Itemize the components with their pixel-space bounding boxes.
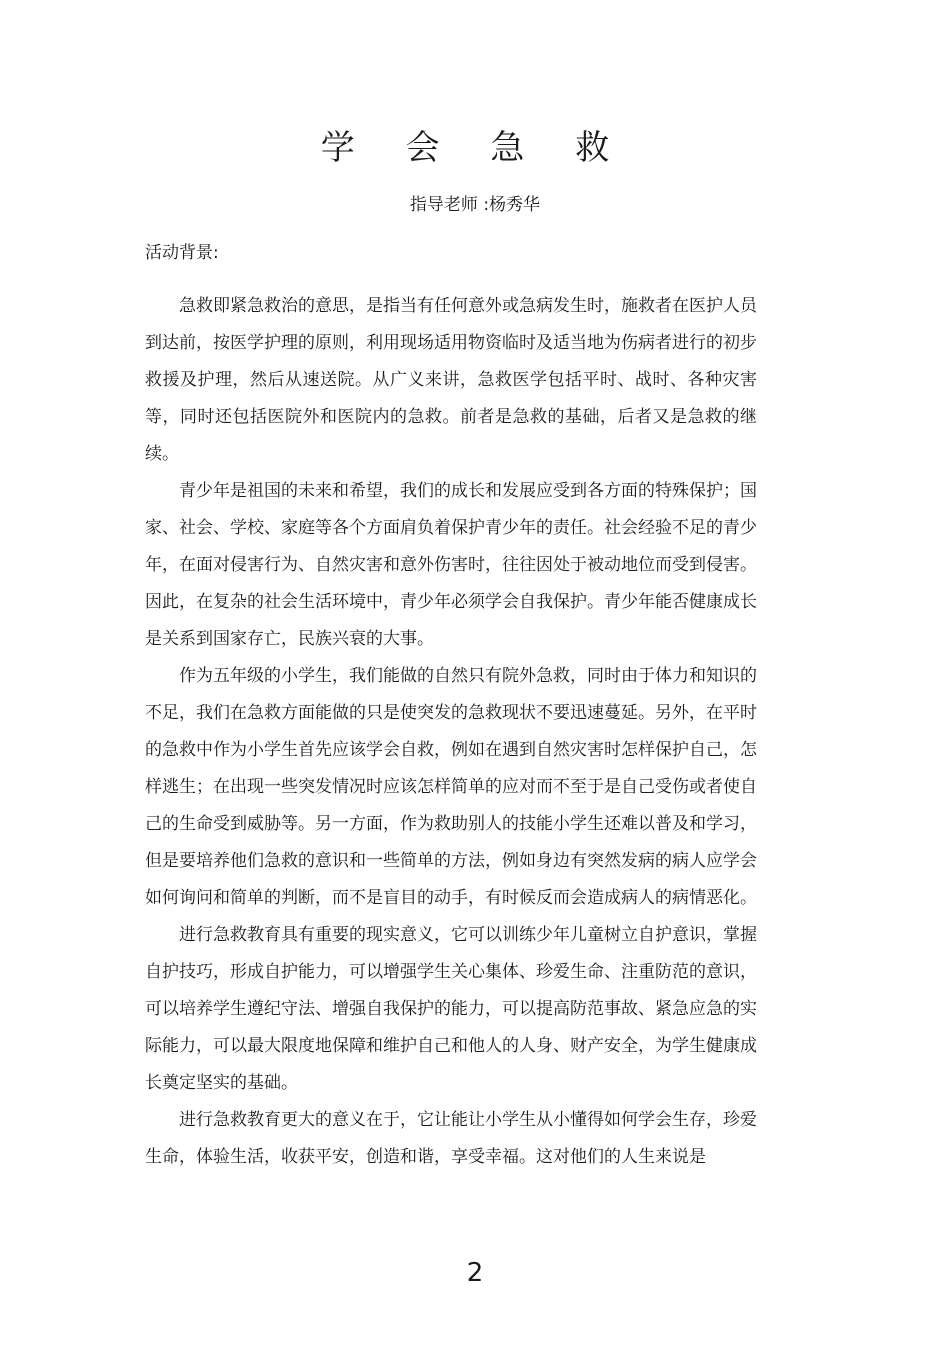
page-number: 2 [466,1258,484,1288]
document-body [145,288,757,1176]
paragraph: 急救即紧急救治的意思，是指当有任何意外或急病发生时，施救者在医护人员到达前，按医学护理的原则，利用现场适用物资临时及适当地为伤病者进行的初步救援及护理，然后从速送院。从广义来讲，急救医学包括平时、战时、各种灾害等，同时还包括医院外和医院内的急救。前者是急救的基础，后者又是急救的继续。 [145,296,757,464]
paragraph: 青少年是祖国的未来和希望，我们的成长和发展应受到各方面的特殊保护；国家、社会、学校、家庭等各个方面肩负着保护青少年的责任。社会经验不足的青少年，在面对侵害行为、自然灾害和意外伤害时，往往因处于被动地位而受到侵害。因此，在复杂的社会生活环境中，青少年必须学会自我保护。青少年能否健康成长是关系到国家存亡，民族兴衰的大事。 [145,481,757,649]
document-title: 学 会 急 救 [320,128,630,168]
advisor-line: 指导老师 :杨秀华 [409,195,541,215]
paragraph: 作为五年级的小学生，我们能做的自然只有院外急救，同时由于体力和知识的不足，我们在急救方面能做的只是使突发的急救现状不要迅速蔓延。另外，在平时的急救中作为小学生首先应该学会自救，例如在遇到自然灾害时怎样保护自己，怎样逃生；在出现一些突发情况时应该怎样简单的应对而不至于是自己受伤或者使自己的生命受到威胁等。另一方面，作为救助别人的技能小学生还难以普及和学习，但是要培养他们急救的意识和一些简单的方法，例如身边有突然发病的病人应学会如何询问和简单的判断，而不是盲目的动手，有时候反而会造成病人的病情恶化。 [145,666,757,908]
paragraph: 进行急救教育具有重要的现实意义，它可以训练少年儿童树立自护意识，掌握自护技巧，形成自护能力，可以增强学生关心集体、珍爱生命、注重防范的意识，可以培养学生遵纪守法、增强自我保护的能力，可以提高防范事故、紧急应急的实际能力，可以最大限度地保障和维护自己和他人的人身、财产安全，为学生健康成长奠定坚实的基础。 [145,925,757,1093]
section-heading: 活动背景: [145,243,219,263]
paragraph: 进行急救教育更大的意义在于，它让能让小学生从小懂得如何学会生存，珍爱生命，体验生活，收获平安，创造和谐，享受幸福。这对他们的人生来说是 [145,1110,757,1167]
